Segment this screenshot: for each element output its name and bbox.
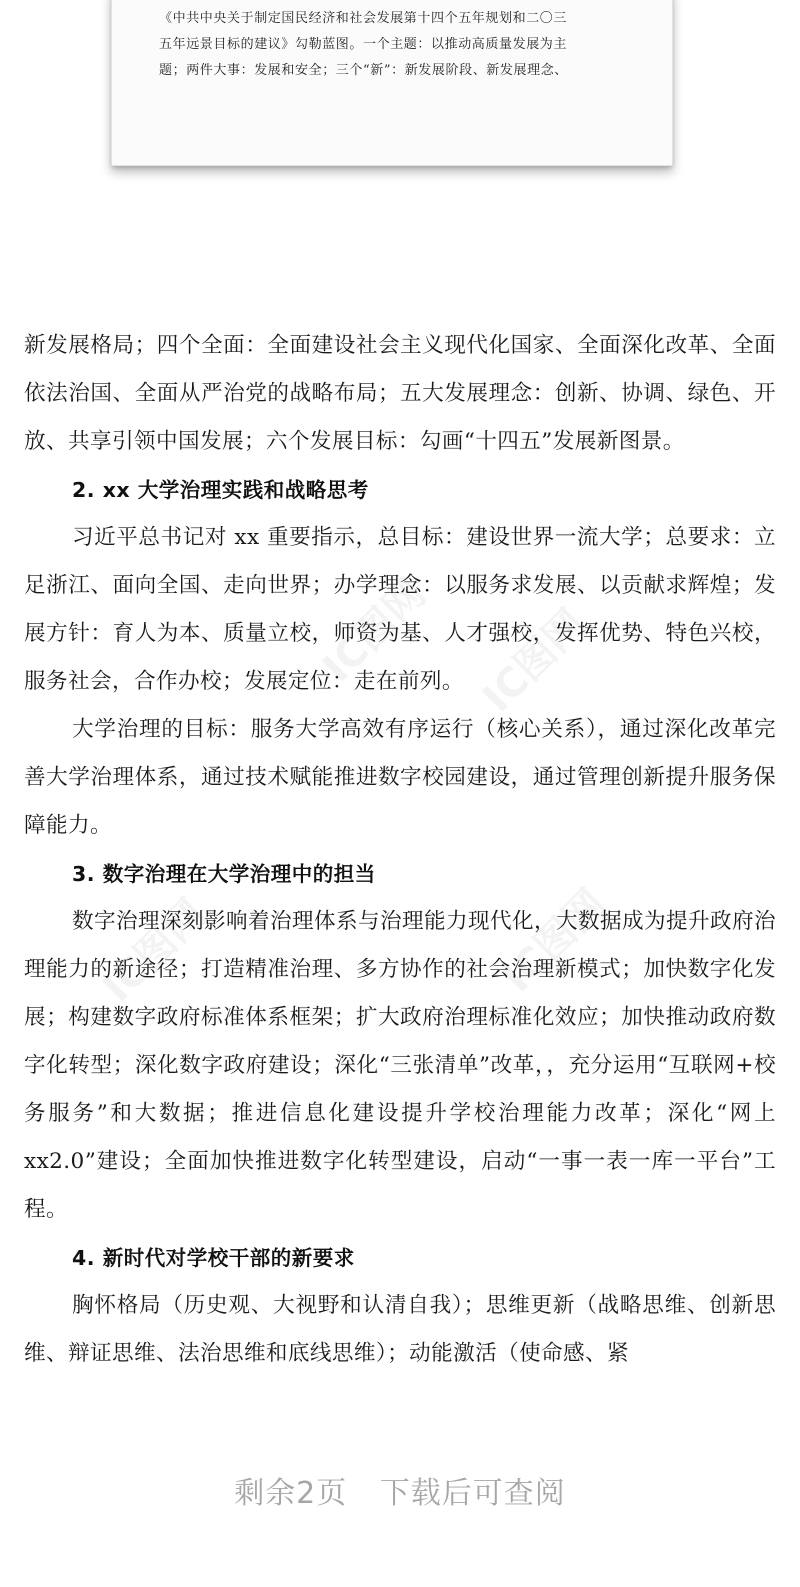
watermark: IC图网 (494, 880, 615, 1002)
watermark: IC图网 (314, 570, 435, 692)
card-text-line: 题；两件大事：发展和安全；三个“新”：新发展阶段、新发展理念、 (159, 63, 568, 78)
watermark: IC图网 (474, 600, 595, 722)
preview-page-card (111, 0, 673, 166)
section-heading: 2. xx 大学治理实践和战略思考 (72, 478, 369, 502)
paragraph: 习近平总书记对 xx 重要指示，总目标：建设世界一流大学；总要求：立足浙江、面向全国、走向世界；办学理念：以服务求发展、以贡献求辉煌；发展方针：育人为本、质量立校，师资为基、人才强校，发挥优势、特色兴校，服务社会，合作办校；发展定位：走在前列。 (24, 525, 776, 694)
paragraph: 大学治理的目标：服务大学高效有序运行（核心关系），通过深化改革完善大学治理体系，通过技术赋能推进数字校园建设，通过管理创新提升服务保障能力。 (24, 717, 776, 838)
paragraph: 新发展格局；四个全面：全面建设社会主义现代化国家、全面深化改革、全面依法治国、全面从严治党的战略布局；五大发展理念：创新、协调、绿色、开放、共享引领中国发展；六个发展目标：勾画“十四五”发展新图景。 (24, 333, 776, 454)
section-heading: 3. 数字治理在大学治理中的担当 (72, 862, 376, 886)
card-text-line: 五年远景目标的建议》勾勒蓝图。一个主题：以推动高质量发展为主 (159, 37, 568, 52)
section-heading: 4. 新时代对学校干部的新要求 (72, 1246, 355, 1270)
remaining-pages-notice[interactable]: 剩余2页 下载后可查阅 (234, 1476, 566, 1511)
paragraph: 胸怀格局（历史观、大视野和认清自我）；思维更新（战略思维、创新思维、辩证思维、法治思维和底线思维）；动能激活（使命感、紧 (24, 1293, 776, 1366)
card-text-line: 《中共中央关于制定国民经济和社会发展第十四个五年规划和二〇三 (159, 11, 568, 26)
watermark: IC图网 (94, 890, 215, 1012)
paragraph: 数字治理深刻影响着治理体系与治理能力现代化，大数据成为提升政府治理能力的新途径；打造精准治理、多方协作的社会治理新模式；加快数字化发展；构建数字政府标准体系框架；扩大政府治理标准化效应；加快推动政府数字化转型；深化数字政府建设；深化“三张清单”改革，，充分运用“互联网+校务服务”和大数据；推进信息化建设提升学校治理能力改革；深化“网上 xx2.0”建设；全面加快推进数字化转型建设，启动“一事一表一库一平台”工程。 (24, 909, 776, 1222)
document-body (24, 322, 776, 1378)
